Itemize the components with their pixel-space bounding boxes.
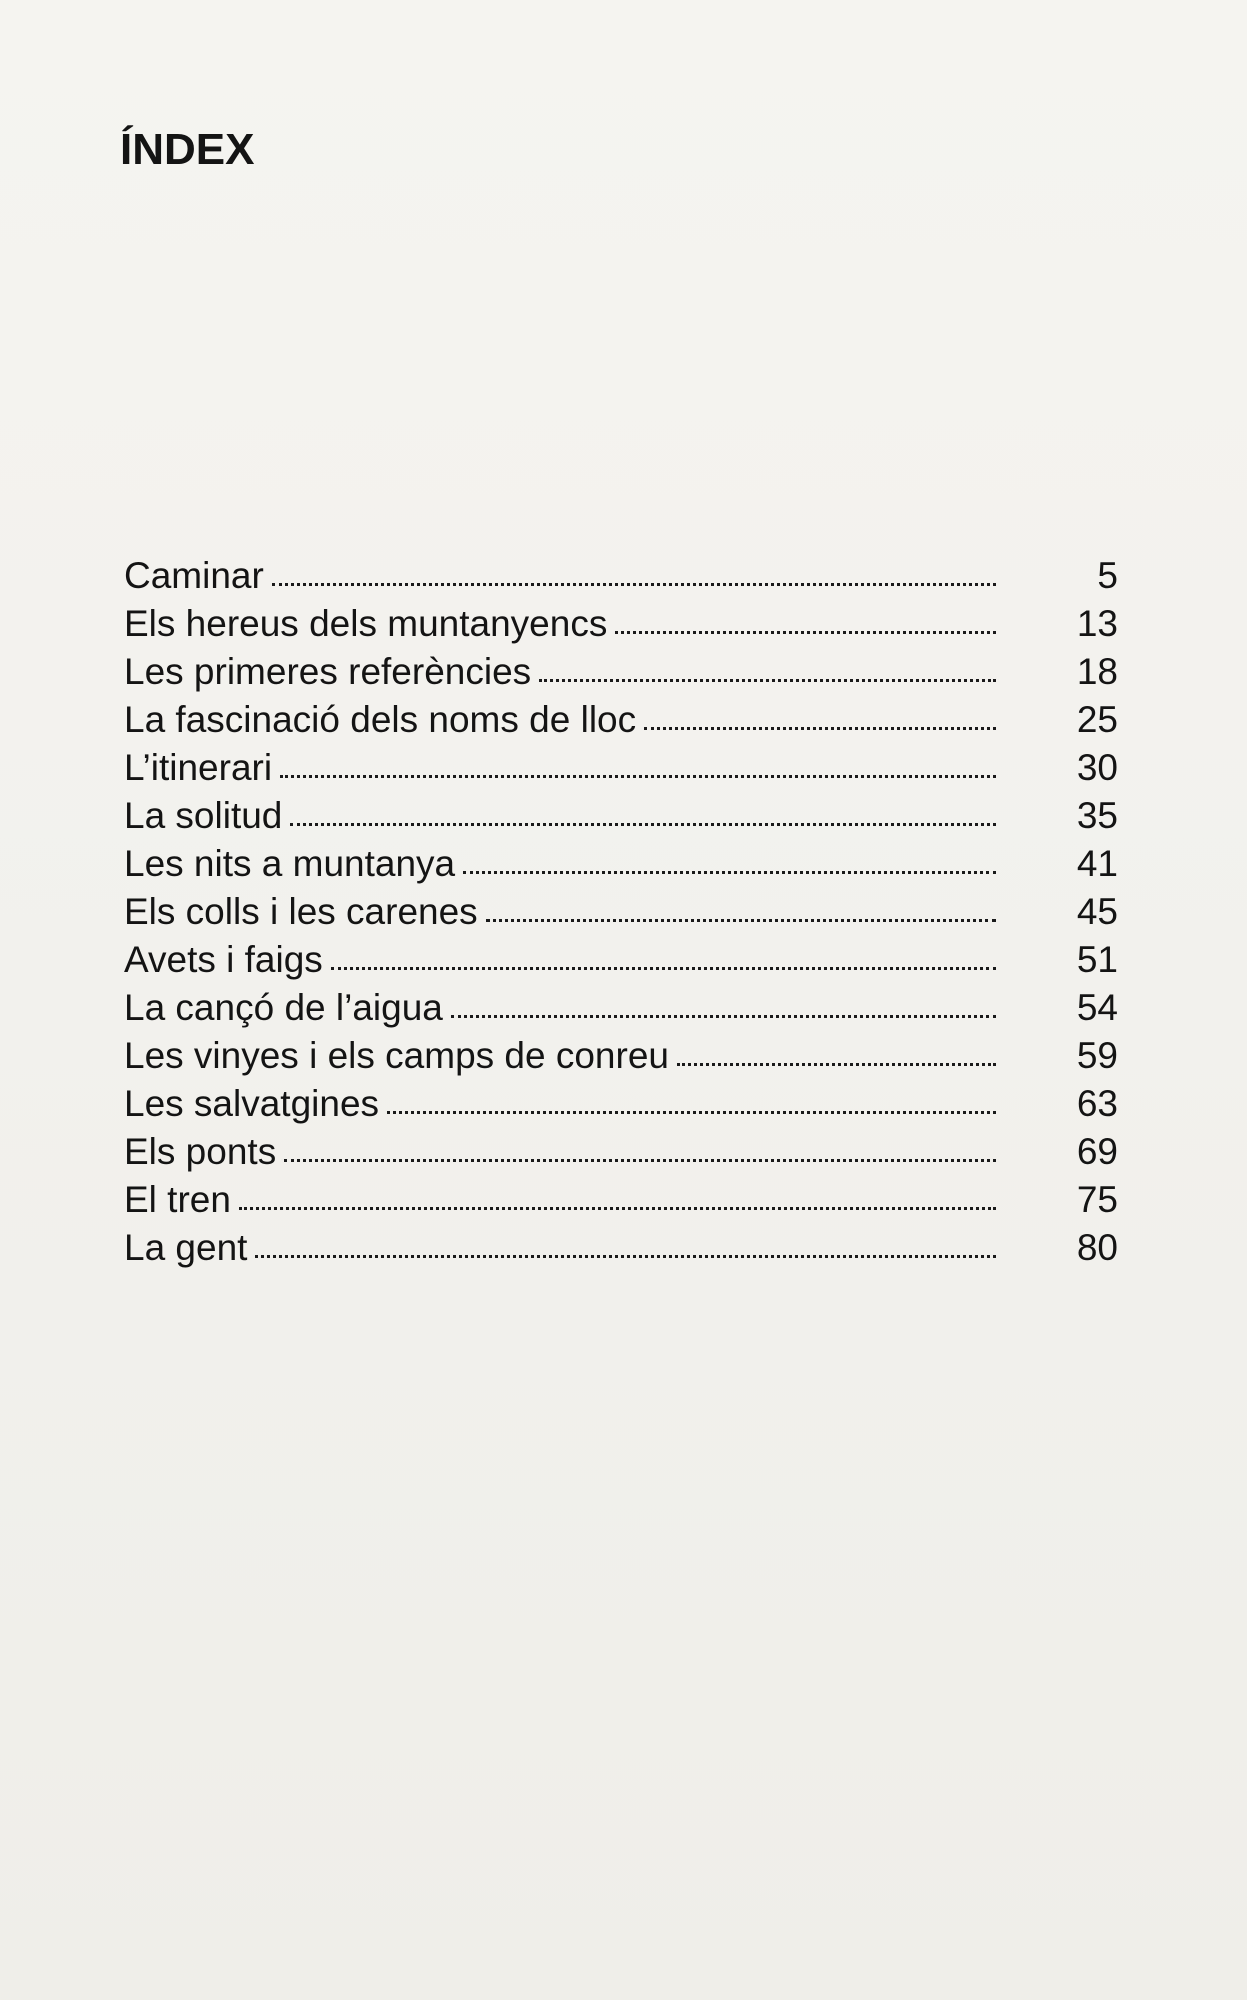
toc-entry — [124, 840, 1118, 888]
dot-leader — [280, 771, 996, 778]
dot-leader — [463, 867, 996, 874]
dot-leader — [615, 627, 996, 634]
toc-entry — [124, 1176, 1118, 1224]
dot-leader — [486, 915, 996, 922]
toc-entry-label: Els colls i les carenes — [124, 891, 478, 932]
toc-entry — [124, 1032, 1118, 1080]
toc-entry-page: 51 — [1076, 939, 1118, 980]
toc-entry — [124, 1224, 1118, 1272]
toc-entry-page: 5 — [1097, 555, 1118, 596]
toc-entry-page: 75 — [1076, 1179, 1118, 1220]
toc-entry — [124, 888, 1118, 936]
toc-entry-label: Les primeres referències — [124, 651, 532, 692]
toc-entry-label: L’itinerari — [124, 747, 273, 788]
toc-entry-label: La cançó de l’aigua — [124, 987, 443, 1028]
toc-entry-page: 18 — [1076, 651, 1118, 692]
dot-leader — [290, 819, 996, 826]
toc-entry-label: Caminar — [124, 555, 264, 596]
dot-leader — [255, 1251, 996, 1258]
toc-entry-label: Avets i faigs — [124, 939, 323, 980]
toc-entry-label: Les vinyes i els camps de conreu — [124, 1035, 669, 1076]
toc-entry-label: El tren — [124, 1179, 231, 1220]
toc-entry — [124, 552, 1118, 600]
toc-entry-label: Els hereus dels muntanyencs — [124, 603, 608, 644]
table-of-contents — [124, 552, 1118, 1272]
toc-entry-label: La gent — [124, 1227, 248, 1268]
dot-leader — [677, 1059, 996, 1066]
toc-entry-label: La solitud — [124, 795, 283, 836]
toc-entry — [124, 696, 1118, 744]
dot-leader — [284, 1155, 996, 1162]
dot-leader — [331, 963, 996, 970]
toc-entry-page: 54 — [1076, 987, 1118, 1028]
toc-entry-label: La fascinació dels noms de lloc — [124, 699, 637, 740]
toc-entry-label: Les nits a muntanya — [124, 843, 456, 884]
dot-leader — [539, 675, 996, 682]
dot-leader — [239, 1203, 996, 1210]
toc-entry-page: 30 — [1076, 747, 1118, 788]
toc-entry-page: 45 — [1076, 891, 1118, 932]
toc-entry-page: 59 — [1076, 1035, 1118, 1076]
toc-entry-page: 69 — [1076, 1131, 1118, 1172]
toc-entry — [124, 600, 1118, 648]
index-title: ÍNDEX — [120, 125, 255, 174]
toc-entry — [124, 792, 1118, 840]
toc-entry — [124, 1080, 1118, 1128]
toc-entry — [124, 936, 1118, 984]
dot-leader — [644, 723, 996, 730]
toc-entry-page: 35 — [1076, 795, 1118, 836]
dot-leader — [272, 579, 996, 586]
toc-entry-page: 80 — [1076, 1227, 1118, 1268]
dot-leader — [451, 1011, 996, 1018]
toc-entry-page: 41 — [1076, 843, 1118, 884]
dot-leader — [387, 1107, 996, 1114]
toc-entry — [124, 984, 1118, 1032]
toc-entry-page: 63 — [1076, 1083, 1118, 1124]
toc-entry — [124, 648, 1118, 696]
toc-entry — [124, 744, 1118, 792]
toc-entry — [124, 1128, 1118, 1176]
toc-entry-page: 25 — [1076, 699, 1118, 740]
toc-entry-page: 13 — [1076, 603, 1118, 644]
toc-entry-label: Les salvatgines — [124, 1083, 380, 1124]
toc-entry-label: Els ponts — [124, 1131, 277, 1172]
